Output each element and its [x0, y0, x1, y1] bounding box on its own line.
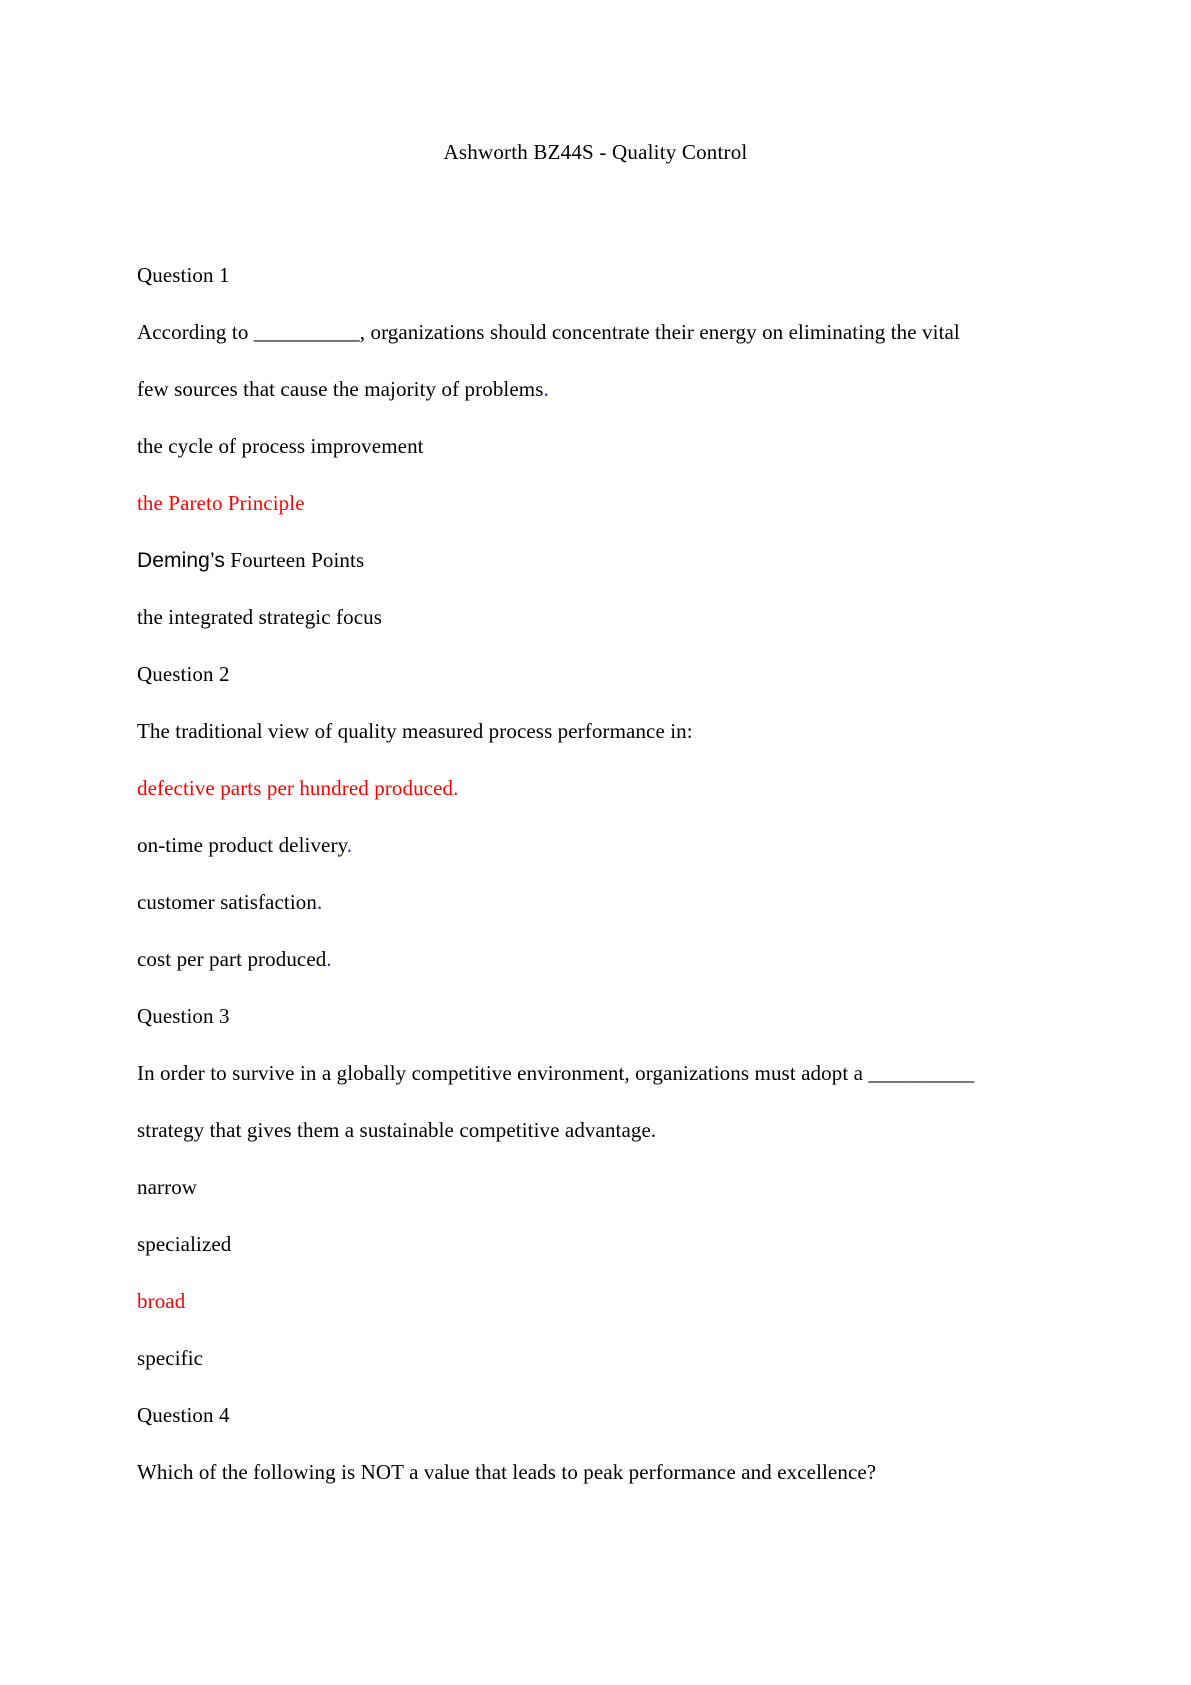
question-1-prompt-line-1: [137, 319, 960, 345]
question-4-prompt: [137, 1459, 876, 1485]
text-run: few sources that cause the majority of problems: [137, 377, 544, 401]
text-run: broad: [137, 1289, 186, 1313]
question-1-heading: [137, 262, 230, 288]
question-2-prompt: [137, 718, 693, 744]
text-run: the Pareto Principle: [137, 491, 305, 515]
text-run: Question 3: [137, 1004, 230, 1028]
text-run: The traditional view of quality measured process performance in:: [137, 719, 693, 743]
text-run: Fourteen Points: [224, 548, 365, 572]
question-2-option-4: [137, 946, 332, 972]
question-3-option-4: [137, 1345, 203, 1371]
question-3-heading: [137, 1003, 230, 1029]
question-3-option-3-correct: [137, 1288, 185, 1314]
text-run: strategy that gives them a sustainable competitive advantage.: [137, 1118, 657, 1142]
question-2-option-2: [137, 832, 352, 858]
question-1-option-4: [137, 604, 382, 630]
question-1-option-2-correct: [137, 490, 305, 516]
text-run: the integrated strategic focus: [137, 605, 382, 629]
text-run: .: [326, 947, 332, 971]
text-run: According to __________, organizations should concentrate their energy on eliminating the vital: [137, 320, 960, 344]
question-1-option-1: [137, 433, 424, 459]
question-1-prompt-line-2: [137, 376, 549, 402]
question-2-heading: [137, 661, 230, 687]
text-run: Question 1: [137, 263, 230, 287]
text-run: customer satisfaction: [137, 890, 317, 914]
text-run: Question 2: [137, 662, 230, 686]
text-run: .: [543, 377, 549, 401]
text-run: the cycle of process improvement: [137, 434, 424, 458]
document-title: Ashworth BZ44S - Quality Control: [443, 140, 748, 164]
question-1-option-3: [137, 547, 364, 574]
question-3-prompt-line-2: [137, 1117, 656, 1143]
text-run: Question 4: [137, 1403, 230, 1427]
text-run: .: [316, 890, 323, 914]
question-3-prompt-line-1: [137, 1060, 974, 1086]
text-run: .: [346, 833, 353, 857]
question-4-heading: [137, 1402, 230, 1428]
text-run: Deming’s: [137, 549, 225, 572]
question-2-option-1-correct: [137, 775, 458, 801]
text-run: narrow: [137, 1175, 198, 1199]
text-run: In order to survive in a globally competitive environment, organizations must adopt a __________: [137, 1061, 975, 1085]
text-run: defective parts per hundred produced.: [137, 776, 459, 800]
question-2-option-3: [137, 889, 322, 915]
question-3-option-1: [137, 1174, 197, 1200]
text-run: cost per part produced: [137, 947, 327, 971]
text-run: specialized: [137, 1232, 232, 1256]
text-run: Which of the following is NOT a value that leads to peak performance and excellence?: [137, 1460, 877, 1484]
text-run: on-time product delivery: [137, 833, 347, 857]
question-3-option-2: [137, 1231, 231, 1257]
text-run: specific: [137, 1346, 204, 1370]
